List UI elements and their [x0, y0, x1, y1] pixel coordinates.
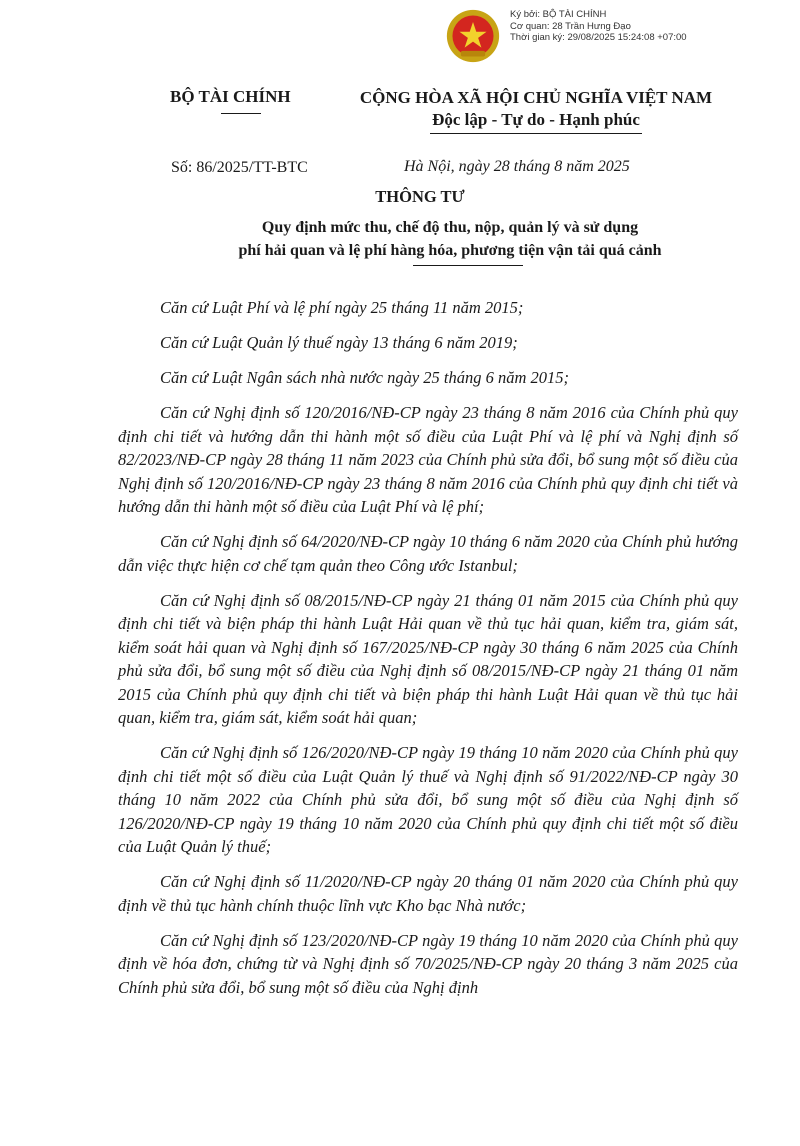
issuing-agency: BỘ TÀI CHÍNH — [170, 87, 291, 106]
signature-agency: Cơ quan: 28 Trần Hưng Đạo — [510, 20, 631, 32]
legal-basis-paragraph: Căn cứ Nghị định số 120/2016/NĐ-CP ngày 23 tháng 8 năm 2016 của Chính phủ quy định chi tiết và hướng dẫn thi hành một số điều của Luật Phí và lệ phí và Nghị định số 82/2023/NĐ-CP ngày 28 tháng 11 năm 2023 của Chính phủ sửa đổi, bổ sung một số điều của Nghị định số 120/2016/NĐ-CP ngày 23 tháng 8 năm 2016 của Chính phủ quy định chi tiết và hướng dẫn thi hành một số điều của Luật Phí và lệ phí; — [118, 403, 738, 516]
document-number: Số: 86/2025/TT-BTC — [171, 159, 308, 176]
subject-line-2: phí hải quan và lệ phí hàng hóa, phương tiện vận tải quá cảnh — [238, 242, 662, 259]
document-body — [118, 296, 738, 1011]
document-type: THÔNG TƯ — [375, 187, 465, 206]
national-motto: Độc lập - Tự do - Hạnh phúc — [432, 110, 640, 129]
legal-basis-paragraph: Căn cứ Nghị định số 11/2020/NĐ-CP ngày 20 tháng 01 năm 2020 của Chính phủ quy định về thủ tục hành chính thuộc lĩnh vực Kho bạc Nhà nước; — [118, 872, 738, 915]
national-title-block — [346, 87, 726, 131]
place-date: Hà Nội, ngày 28 tháng 8 năm 2025 — [404, 158, 630, 175]
digital-signature-block — [510, 9, 687, 44]
subject-underline — [413, 265, 523, 266]
legal-basis-paragraph: Căn cứ Luật Quản lý thuế ngày 13 tháng 6 năm 2019; — [160, 333, 518, 352]
signature-signed-by: Ký bởi: BỘ TÀI CHÍNH — [510, 9, 607, 20]
subject-line-1: Quy định mức thu, chế độ thu, nộp, quản lý và sử dụng — [261, 219, 639, 236]
legal-basis-paragraph: Căn cứ Nghị định số 123/2020/NĐ-CP ngày 19 tháng 10 năm 2020 của Chính phủ quy định về hóa đơn, chứng từ và Nghị định số 70/2025/NĐ-CP ngày 20 tháng 3 năm 2025 của Chính phủ sửa đổi, bổ sung một số điều của Nghị định — [118, 930, 738, 997]
national-emblem-icon — [445, 8, 501, 64]
document-subject — [150, 216, 750, 262]
legal-basis-paragraph: Căn cứ Nghị định số 64/2020/NĐ-CP ngày 10 tháng 6 năm 2020 của Chính phủ hướng dẫn việc thực hiện cơ chế tạm quản theo Công ước Istanbul; — [118, 532, 738, 575]
nation-name: CỘNG HÒA XÃ HỘI CHỦ NGHĨA VIỆT NAM — [359, 88, 713, 107]
legal-basis-paragraph: Căn cứ Luật Ngân sách nhà nước ngày 25 tháng 6 năm 2015; — [160, 368, 570, 387]
legal-basis-paragraph: Căn cứ Luật Phí và lệ phí ngày 25 tháng 11 năm 2015; — [160, 298, 524, 317]
legal-basis-paragraph: Căn cứ Nghị định số 126/2020/NĐ-CP ngày 19 tháng 10 năm 2020 của Chính phủ quy định chi tiết một số điều của Luật Quản lý thuế và Nghị định số 91/2022/NĐ-CP ngày 30 tháng 10 năm 2022 của Chính phủ sửa đổi, bổ sung một số điều của Nghị định số 126/2020/NĐ-CP ngày 19 tháng 10 năm 2020 của Chính phủ quy định chi tiết một số điều của Luật Quản lý thuế; — [118, 743, 738, 856]
signature-time: Thời gian ký: 29/08/2025 15:24:08 +07:00 — [510, 32, 687, 43]
legal-basis-paragraph: Căn cứ Nghị định số 08/2015/NĐ-CP ngày 21 tháng 01 năm 2015 của Chính phủ quy định chi tiết và biện pháp thi hành Luật Hải quan về thủ tục hải quan, kiểm tra, giám sát, kiểm soát hải quan và Nghị định số 167/2025/NĐ-CP ngày 30 tháng 6 năm 2025 của Chính phủ sửa đổi, bổ sung một số điều của Nghị định số 08/2015/NĐ-CP ngày 21 tháng 01 năm 2015 của Chính phủ quy định chi tiết và biện pháp thi hành Luật Hải quan về thủ tục hải quan, kiểm tra, giám sát, kiểm soát hải quan; — [118, 590, 738, 727]
agency-underline — [221, 113, 261, 114]
motto-underline — [430, 133, 642, 134]
